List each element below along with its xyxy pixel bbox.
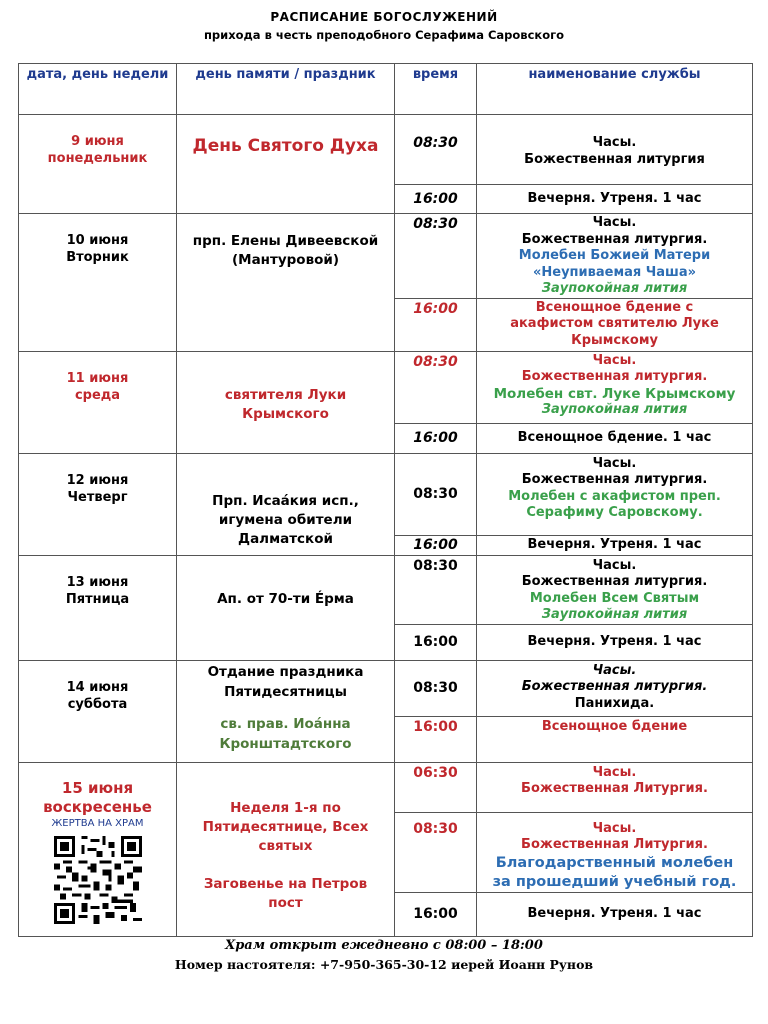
service-cell [477, 115, 753, 185]
date-text: 15 июня [61, 778, 134, 797]
service-line: Божественная литургия. [521, 369, 708, 384]
service-line: Заупокойная лития [541, 281, 688, 296]
service-line: Вечерня. Утреня. 1 час [527, 905, 702, 921]
service-cell [477, 555, 753, 624]
service-line: Серафиму Саровскому. [526, 505, 703, 520]
contact-phone: Номер настоятеля: +7-950-365-30-12 иерей Иоанн Рунов [174, 957, 594, 972]
feast-text: Ап. от 70-ти Éрма [217, 590, 354, 607]
service-line: Всенощное бдение. 1 час [517, 429, 712, 445]
weekday-text: воскресенье [43, 797, 152, 816]
table-header-row [19, 64, 753, 115]
donation-label: ЖЕРТВА НА ХРАМ [51, 817, 144, 829]
service-line: Молебен Божией Матери [518, 248, 711, 263]
service-cell [477, 892, 753, 936]
weekday-text: среда [74, 387, 121, 403]
service-line: Божественная литургия. [521, 679, 708, 694]
service-line: Часы. [592, 820, 637, 836]
time-cell: 08:30 [395, 115, 477, 185]
service-line: Благодарственный молебен [495, 854, 734, 871]
table-row [19, 214, 753, 299]
weekday-text: суббота [67, 696, 128, 712]
feast-text: игумена обители [218, 511, 353, 528]
date-cell [19, 762, 177, 936]
feast-cell [177, 351, 395, 453]
time-cell: 06:30 [395, 762, 477, 812]
service-line: Вечерня. Утреня. 1 час [527, 633, 702, 649]
page-title: РАСПИСАНИЕ БОГОСЛУЖЕНИЙ [270, 10, 498, 24]
feast-text: прп. Елены Дивеевской [192, 233, 379, 249]
time-cell: 16:00 [395, 892, 477, 936]
column-header-time: время [395, 64, 477, 115]
service-line: Панихида. [574, 695, 655, 711]
time-cell: 16:00 [395, 423, 477, 453]
service-line: Часы. [592, 662, 637, 678]
service-cell [477, 660, 753, 716]
feast-cell [177, 453, 395, 555]
feast-text: Пятидесятнице, Всех [202, 818, 369, 835]
service-line: Вечерня. Утреня. 1 час [527, 190, 702, 206]
feast-cell [177, 214, 395, 352]
table-row [19, 115, 753, 185]
date-cell [19, 115, 177, 214]
date-text: 9 июня [71, 134, 124, 149]
service-line: Заупокойная лития [541, 607, 688, 622]
schedule-table [18, 63, 753, 937]
date-cell [19, 351, 177, 453]
service-line: Божественная литургия [524, 151, 705, 167]
service-cell [477, 351, 753, 423]
date-text: 13 июня [66, 574, 129, 590]
service-cell [477, 214, 753, 299]
weekday-text: Вторник [66, 250, 129, 265]
service-line: за прошедший учебный год. [492, 873, 737, 890]
feast-cell [177, 555, 395, 660]
page-subtitle: прихода в честь преподобного Серафима Саровского [203, 28, 565, 42]
column-header-date: дата, день недели [19, 64, 177, 115]
time-cell: 08:30 [395, 453, 477, 535]
feast-text: пост [268, 894, 303, 911]
service-cell [477, 298, 753, 351]
time-cell: 08:30 [395, 812, 477, 892]
table-row [19, 660, 753, 716]
feast-text: Заговенье на Петров [203, 875, 368, 892]
time-cell: 16:00 [395, 185, 477, 214]
service-cell [477, 762, 753, 812]
feast-text: св. прав. Иоáнна [220, 715, 351, 732]
feast-text: святых [258, 837, 313, 854]
service-cell [477, 624, 753, 660]
service-line: Божественная Литургия. [521, 837, 708, 852]
feast-text: День Святого Духа [192, 136, 379, 156]
date-text: 12 июня [66, 472, 129, 488]
date-text: 11 июня [66, 370, 129, 386]
feast-text: Кронштадтского [219, 735, 352, 752]
service-line: Заупокойная лития [541, 402, 688, 417]
time-cell: 16:00 [395, 624, 477, 660]
service-line: Божественная литургия. [521, 574, 708, 589]
service-cell [477, 535, 753, 555]
feast-text: (Мантуровой) [231, 252, 340, 268]
service-line: Часы. [592, 352, 637, 368]
feast-text: Отдание праздника [207, 663, 364, 680]
feast-cell [177, 115, 395, 214]
weekday-text: понедельник [47, 151, 148, 166]
date-text: 14 июня [66, 679, 129, 695]
time-cell: 16:00 [395, 535, 477, 555]
feast-cell [177, 762, 395, 936]
service-line: Часы. [592, 135, 637, 150]
feast-text: Прп. Исаáкия исп., [212, 492, 359, 509]
time-cell: 08:30 [395, 351, 477, 423]
service-line: Молебен свт. Луке Крымскому [493, 385, 736, 402]
table-row [19, 351, 753, 423]
table-row [19, 453, 753, 535]
time-cell: 08:30 [395, 660, 477, 716]
service-line: Божественная Литургия. [521, 781, 708, 796]
service-cell [477, 423, 753, 453]
weekday-text: Четверг [67, 489, 128, 505]
time-cell: 16:00 [395, 716, 477, 762]
service-cell [477, 453, 753, 535]
service-line: Всенощное бдение с [535, 299, 694, 315]
table-row [19, 762, 753, 812]
date-cell [19, 214, 177, 352]
feast-cell [177, 660, 395, 762]
table-row [19, 555, 753, 624]
date-cell [19, 453, 177, 555]
service-line: Божественная литургия. [521, 231, 708, 247]
feast-text: Пятидесятницы [224, 683, 347, 700]
service-line: Вечерня. Утреня. 1 час [527, 536, 702, 552]
date-text: 10 июня [66, 233, 129, 248]
service-cell [477, 812, 753, 892]
date-cell [19, 555, 177, 660]
column-header-service: наименование службы [477, 64, 753, 115]
weekday-text: Пятница [65, 591, 130, 607]
time-cell: 08:30 [395, 555, 477, 624]
service-line: акафистом святителю Луке [510, 316, 719, 331]
feast-text: святителя Луки [224, 386, 347, 403]
qr-code-icon[interactable] [54, 836, 142, 924]
service-line: «Неупиваемая Чаша» [532, 264, 696, 280]
service-line: Крымскому [571, 332, 658, 348]
service-line: Молебен с акафистом преп. [508, 488, 721, 504]
service-line: Божественная литургия. [521, 472, 708, 487]
service-cell [477, 185, 753, 214]
service-cell [477, 716, 753, 762]
column-header-feast: день памяти / праздник [177, 64, 395, 115]
time-cell: 08:30 [395, 214, 477, 299]
feast-text: Далматской [238, 530, 333, 547]
feast-text: Крымского [242, 405, 329, 422]
service-line: Всенощное бдение [541, 718, 688, 734]
opening-hours: Храм открыт ежедневно с 08:00 – 18:00 [225, 938, 543, 953]
time-cell: 16:00 [395, 298, 477, 351]
service-line: Часы. [592, 764, 637, 780]
service-line: Часы. [592, 455, 637, 471]
service-line: Часы. [592, 215, 637, 230]
service-line: Часы. [592, 557, 637, 573]
service-line: Молебен Всем Святым [529, 590, 700, 606]
date-cell [19, 660, 177, 762]
feast-text: Неделя 1-я по [230, 799, 341, 816]
